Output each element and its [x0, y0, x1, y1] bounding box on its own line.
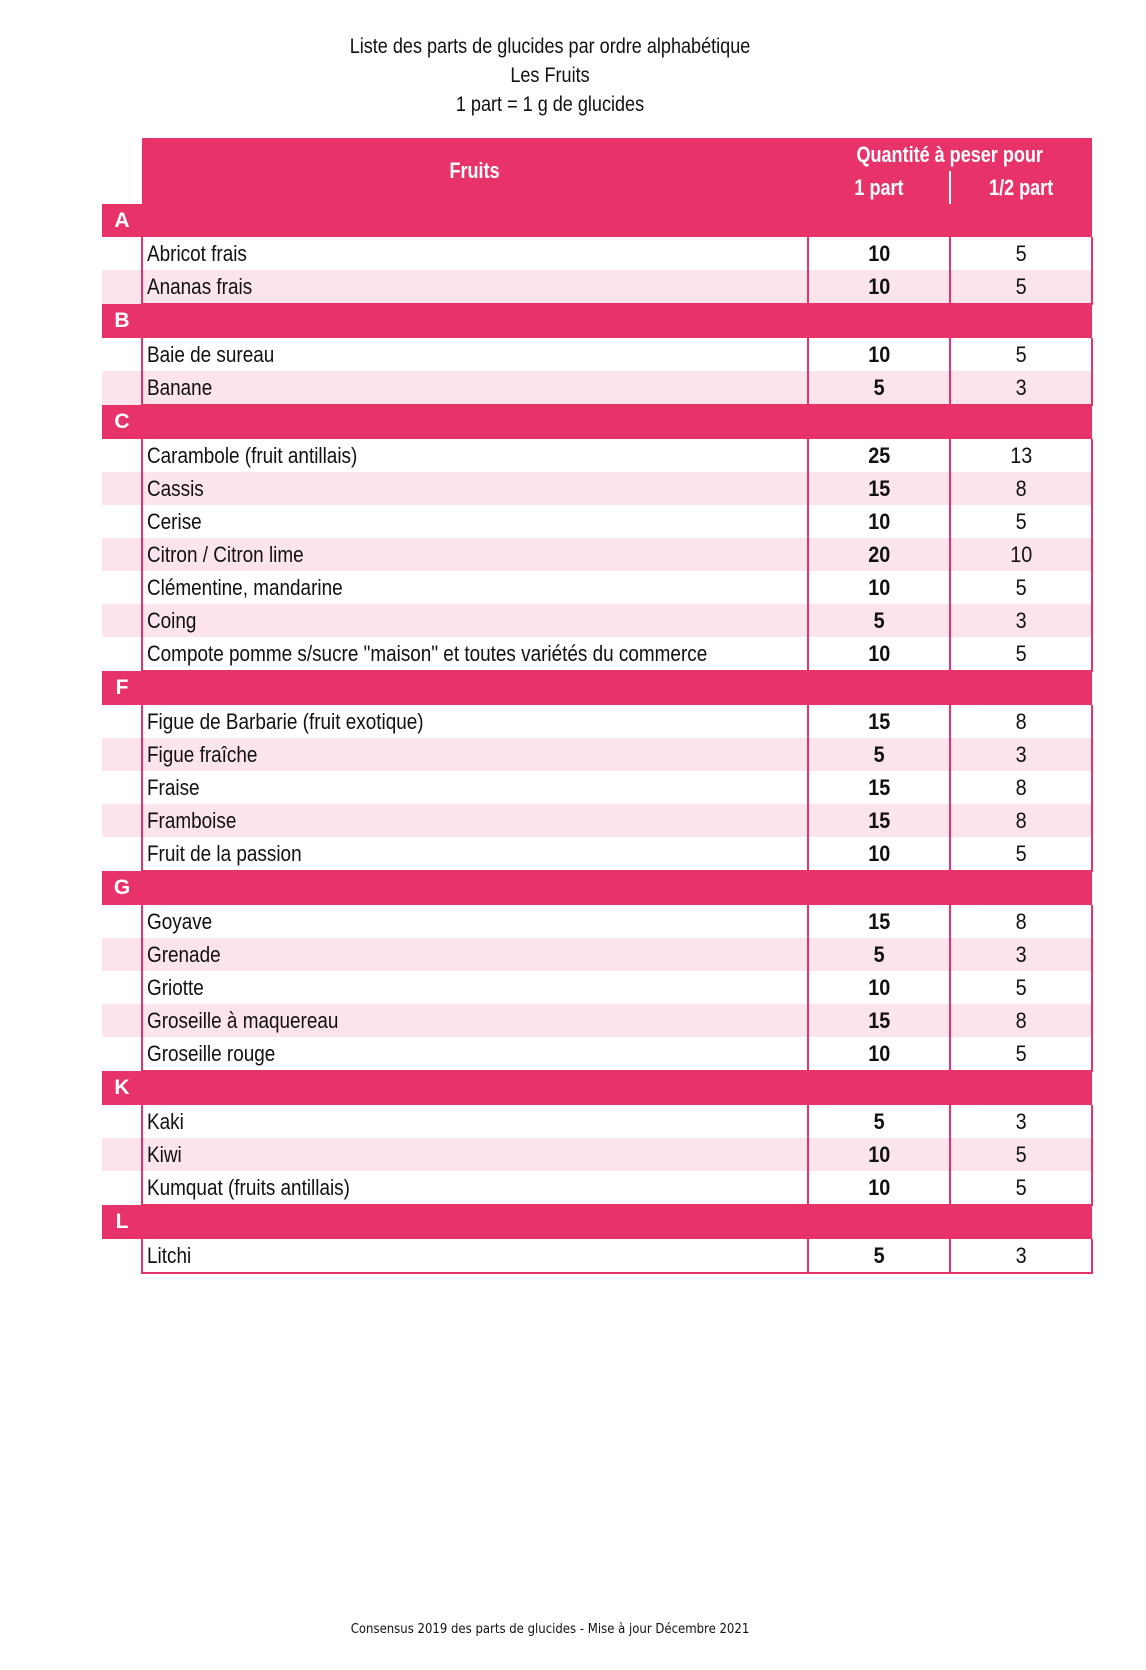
section-letter: K — [102, 1071, 142, 1105]
section-band — [142, 871, 1092, 905]
half-part-cell — [950, 439, 1092, 472]
fruit-name-cell — [142, 371, 808, 405]
half-part-value: 8 — [1015, 708, 1027, 734]
one-part-value: 10 — [867, 341, 891, 367]
one-part-value: 10 — [867, 574, 891, 600]
row-spacer — [102, 971, 142, 1004]
half-part-cell — [950, 1004, 1092, 1037]
half-part-value: 5 — [1015, 640, 1027, 666]
one-part-cell — [808, 538, 950, 571]
row-spacer — [102, 1171, 142, 1205]
half-part-value: 5 — [1015, 974, 1027, 1000]
row-spacer — [102, 604, 142, 637]
half-part-value: 5 — [1015, 1141, 1027, 1167]
fruit-name-cell — [142, 604, 808, 637]
table-row — [102, 905, 1092, 938]
one-part-cell — [808, 1138, 950, 1171]
row-spacer — [102, 505, 142, 538]
section-letter: C — [102, 405, 142, 439]
fruit-name-cell — [142, 505, 808, 538]
half-part-cell — [950, 971, 1092, 1004]
fruit-name: Baie de sureau — [147, 341, 275, 367]
table-row — [102, 738, 1092, 771]
fruit-name-cell — [142, 705, 808, 738]
half-part-value: 5 — [1015, 240, 1027, 266]
table-row — [102, 1004, 1092, 1037]
fruit-name: Cassis — [147, 475, 204, 501]
header-unit: 1 part = 1 g de glucides — [455, 93, 645, 116]
row-spacer — [102, 837, 142, 871]
header-corner — [102, 171, 142, 204]
table-row — [102, 505, 1092, 538]
fruit-name: Cerise — [147, 508, 202, 534]
one-part-value: 10 — [867, 1040, 891, 1066]
one-part-cell — [808, 804, 950, 837]
one-part-cell — [808, 1004, 950, 1037]
row-spacer — [102, 905, 142, 938]
fruit-name-cell — [142, 1138, 808, 1171]
section-band — [142, 1205, 1092, 1239]
one-part-value: 15 — [867, 807, 891, 833]
one-part-value: 10 — [867, 273, 891, 299]
fruit-name: Fruit de la passion — [147, 840, 302, 866]
table-row — [102, 1239, 1092, 1273]
header-title: Liste des parts de glucides par ordre alphabétique — [349, 35, 751, 58]
half-part-cell — [950, 738, 1092, 771]
half-part-value: 8 — [1015, 1007, 1027, 1033]
one-part-value: 10 — [867, 508, 891, 534]
table-row — [102, 938, 1092, 971]
fruit-name-cell — [142, 637, 808, 671]
header-corner — [102, 138, 142, 171]
half-part-cell — [950, 637, 1092, 671]
half-part-value: 5 — [1015, 273, 1027, 299]
fruit-name-cell — [142, 1105, 808, 1138]
half-part-value: 8 — [1015, 908, 1027, 934]
half-part-cell — [950, 371, 1092, 405]
fruit-name-cell — [142, 338, 808, 371]
half-part-cell — [950, 571, 1092, 604]
carb-parts-table — [102, 138, 1093, 1274]
document-header — [0, 32, 1100, 119]
footer-note: Consensus 2019 des parts de glucides - Mise à jour Décembre 2021 — [350, 1622, 750, 1637]
table-row — [102, 1171, 1092, 1205]
fruit-name-cell — [142, 971, 808, 1004]
one-part-value: 5 — [873, 741, 885, 767]
row-spacer — [102, 1138, 142, 1171]
one-part-cell — [808, 938, 950, 971]
one-part-cell — [808, 837, 950, 871]
fruit-name-cell — [142, 1004, 808, 1037]
fruit-name: Groseille à maquereau — [147, 1007, 339, 1033]
one-part-cell — [808, 338, 950, 371]
fruit-name-cell — [142, 270, 808, 304]
half-part-cell — [950, 1037, 1092, 1071]
table-row — [102, 338, 1092, 371]
one-part-cell — [808, 439, 950, 472]
one-part-value: 5 — [873, 1108, 885, 1134]
fruit-name-cell — [142, 571, 808, 604]
one-part-cell — [808, 905, 950, 938]
one-part-cell — [808, 371, 950, 405]
section-band — [142, 204, 1092, 237]
half-part-value: 13 — [1009, 442, 1033, 468]
section-band — [142, 1071, 1092, 1105]
one-part-value: 10 — [867, 640, 891, 666]
half-part-value: 5 — [1015, 574, 1027, 600]
half-part-value: 3 — [1015, 1108, 1027, 1134]
table-row — [102, 705, 1092, 738]
one-part-cell — [808, 738, 950, 771]
one-part-value: 5 — [873, 607, 885, 633]
half-part-cell — [950, 804, 1092, 837]
one-part-cell — [808, 705, 950, 738]
half-part-cell — [950, 938, 1092, 971]
column-header-one-part: 1 part — [808, 171, 950, 204]
half-part-value: 5 — [1015, 1040, 1027, 1066]
one-part-value: 15 — [867, 774, 891, 800]
half-part-value: 3 — [1015, 941, 1027, 967]
fruit-name-cell — [142, 1239, 808, 1273]
fruit-name-cell — [142, 538, 808, 571]
section-band — [142, 405, 1092, 439]
one-part-value: 10 — [867, 240, 891, 266]
one-part-value: 10 — [867, 974, 891, 1000]
half-part-cell — [950, 905, 1092, 938]
table-row — [102, 439, 1092, 472]
column-header-fruits: Fruits — [142, 138, 808, 204]
one-part-cell — [808, 1037, 950, 1071]
row-spacer — [102, 637, 142, 671]
half-part-value: 3 — [1015, 607, 1027, 633]
half-part-cell — [950, 270, 1092, 304]
one-part-cell — [808, 505, 950, 538]
fruit-name-cell — [142, 1171, 808, 1205]
one-part-cell — [808, 571, 950, 604]
half-part-value: 5 — [1015, 508, 1027, 534]
one-part-value: 15 — [867, 475, 891, 501]
row-spacer — [102, 705, 142, 738]
table-row — [102, 237, 1092, 270]
row-spacer — [102, 804, 142, 837]
fruit-name-cell — [142, 1037, 808, 1071]
table-header-row — [102, 138, 1092, 171]
row-spacer — [102, 738, 142, 771]
letter-section-row — [102, 1205, 1092, 1239]
fruit-name-cell — [142, 237, 808, 270]
half-part-cell — [950, 505, 1092, 538]
one-part-cell — [808, 1105, 950, 1138]
one-part-value: 25 — [867, 442, 891, 468]
fruit-name: Figue fraîche — [147, 741, 258, 767]
half-part-value: 3 — [1015, 741, 1027, 767]
section-band — [142, 671, 1092, 705]
fruit-name-cell — [142, 738, 808, 771]
row-spacer — [102, 1105, 142, 1138]
fruit-name-cell — [142, 837, 808, 871]
fruit-name: Grenade — [147, 941, 221, 967]
fruit-name-cell — [142, 771, 808, 804]
half-part-cell — [950, 1239, 1092, 1273]
row-spacer — [102, 371, 142, 405]
row-spacer — [102, 771, 142, 804]
one-part-cell — [808, 771, 950, 804]
half-part-cell — [950, 705, 1092, 738]
section-band — [142, 304, 1092, 338]
row-spacer — [102, 270, 142, 304]
table-row — [102, 1105, 1092, 1138]
one-part-cell — [808, 637, 950, 671]
fruit-name: Clémentine, mandarine — [147, 574, 343, 600]
row-spacer — [102, 538, 142, 571]
letter-section-row — [102, 1071, 1092, 1105]
half-part-cell — [950, 604, 1092, 637]
table-row — [102, 472, 1092, 505]
half-part-value: 5 — [1015, 1174, 1027, 1200]
half-part-cell — [950, 472, 1092, 505]
fruit-name: Compote pomme s/sucre "maison" et toutes variétés du commerce — [147, 640, 708, 666]
fruit-name-cell — [142, 905, 808, 938]
fruit-name: Kumquat (fruits antillais) — [147, 1174, 350, 1200]
fruit-name-cell — [142, 472, 808, 505]
fruit-name: Fraise — [147, 774, 200, 800]
half-part-value: 5 — [1015, 840, 1027, 866]
table-body — [102, 204, 1092, 1273]
fruit-name-cell — [142, 804, 808, 837]
fruit-name: Kiwi — [147, 1141, 182, 1167]
half-part-value: 3 — [1015, 374, 1027, 400]
section-letter: F — [102, 671, 142, 705]
table-row — [102, 1037, 1092, 1071]
fruit-name: Banane — [147, 374, 213, 400]
column-header-half-part: 1/2 part — [950, 171, 1092, 204]
row-spacer — [102, 571, 142, 604]
half-part-value: 8 — [1015, 475, 1027, 501]
one-part-cell — [808, 237, 950, 270]
fruit-name: Abricot frais — [147, 240, 247, 266]
fruit-name: Kaki — [147, 1108, 184, 1134]
fruit-name: Framboise — [147, 807, 237, 833]
half-part-cell — [950, 338, 1092, 371]
fruit-name: Figue de Barbarie (fruit exotique) — [147, 708, 424, 734]
section-letter: L — [102, 1205, 142, 1239]
half-part-value: 8 — [1015, 774, 1027, 800]
section-letter: A — [102, 204, 142, 237]
row-spacer — [102, 1004, 142, 1037]
one-part-value: 15 — [867, 1007, 891, 1033]
one-part-value: 10 — [867, 1174, 891, 1200]
fruit-name: Ananas frais — [147, 273, 253, 299]
half-part-cell — [950, 1138, 1092, 1171]
one-part-value: 15 — [867, 708, 891, 734]
table-row — [102, 270, 1092, 304]
one-part-value: 10 — [867, 840, 891, 866]
half-part-cell — [950, 837, 1092, 871]
half-part-cell — [950, 237, 1092, 270]
one-part-value: 10 — [867, 1141, 891, 1167]
fruit-name-cell — [142, 938, 808, 971]
one-part-cell — [808, 971, 950, 1004]
row-spacer — [102, 1239, 142, 1273]
row-spacer — [102, 237, 142, 270]
letter-section-row — [102, 405, 1092, 439]
row-spacer — [102, 439, 142, 472]
row-spacer — [102, 938, 142, 971]
fruit-name: Citron / Citron lime — [147, 541, 304, 567]
table-row — [102, 971, 1092, 1004]
one-part-value: 15 — [867, 908, 891, 934]
letter-section-row — [102, 204, 1092, 237]
header-subtitle: Les Fruits — [510, 64, 590, 87]
one-part-cell — [808, 604, 950, 637]
half-part-value: 5 — [1015, 341, 1027, 367]
one-part-cell — [808, 1171, 950, 1205]
letter-section-row — [102, 871, 1092, 905]
row-spacer — [102, 338, 142, 371]
fruit-name: Groseille rouge — [147, 1040, 276, 1066]
table-row — [102, 604, 1092, 637]
column-header-quantity: Quantité à peser pour — [808, 138, 1092, 171]
one-part-cell — [808, 270, 950, 304]
one-part-cell — [808, 1239, 950, 1273]
fruit-name-cell — [142, 439, 808, 472]
table-row — [102, 1138, 1092, 1171]
fruit-name: Coing — [147, 607, 197, 633]
half-part-value: 8 — [1015, 807, 1027, 833]
table-row — [102, 538, 1092, 571]
half-part-value: 3 — [1015, 1242, 1027, 1268]
table-row — [102, 771, 1092, 804]
fruit-name: Carambole (fruit antillais) — [147, 442, 358, 468]
one-part-value: 5 — [873, 941, 885, 967]
fruit-name: Griotte — [147, 974, 204, 1000]
half-part-cell — [950, 538, 1092, 571]
section-letter: B — [102, 304, 142, 338]
row-spacer — [102, 472, 142, 505]
row-spacer — [102, 1037, 142, 1071]
table-row — [102, 637, 1092, 671]
one-part-value: 20 — [867, 541, 891, 567]
half-part-cell — [950, 1105, 1092, 1138]
letter-section-row — [102, 304, 1092, 338]
half-part-cell — [950, 1171, 1092, 1205]
half-part-value: 10 — [1009, 541, 1033, 567]
section-letter: G — [102, 871, 142, 905]
table-row — [102, 804, 1092, 837]
table-row — [102, 571, 1092, 604]
letter-section-row — [102, 671, 1092, 705]
one-part-value: 5 — [873, 374, 885, 400]
fruit-name: Litchi — [147, 1242, 192, 1268]
table-row — [102, 371, 1092, 405]
one-part-value: 5 — [873, 1242, 885, 1268]
half-part-cell — [950, 771, 1092, 804]
table-row — [102, 837, 1092, 871]
fruit-name: Goyave — [147, 908, 213, 934]
one-part-cell — [808, 472, 950, 505]
